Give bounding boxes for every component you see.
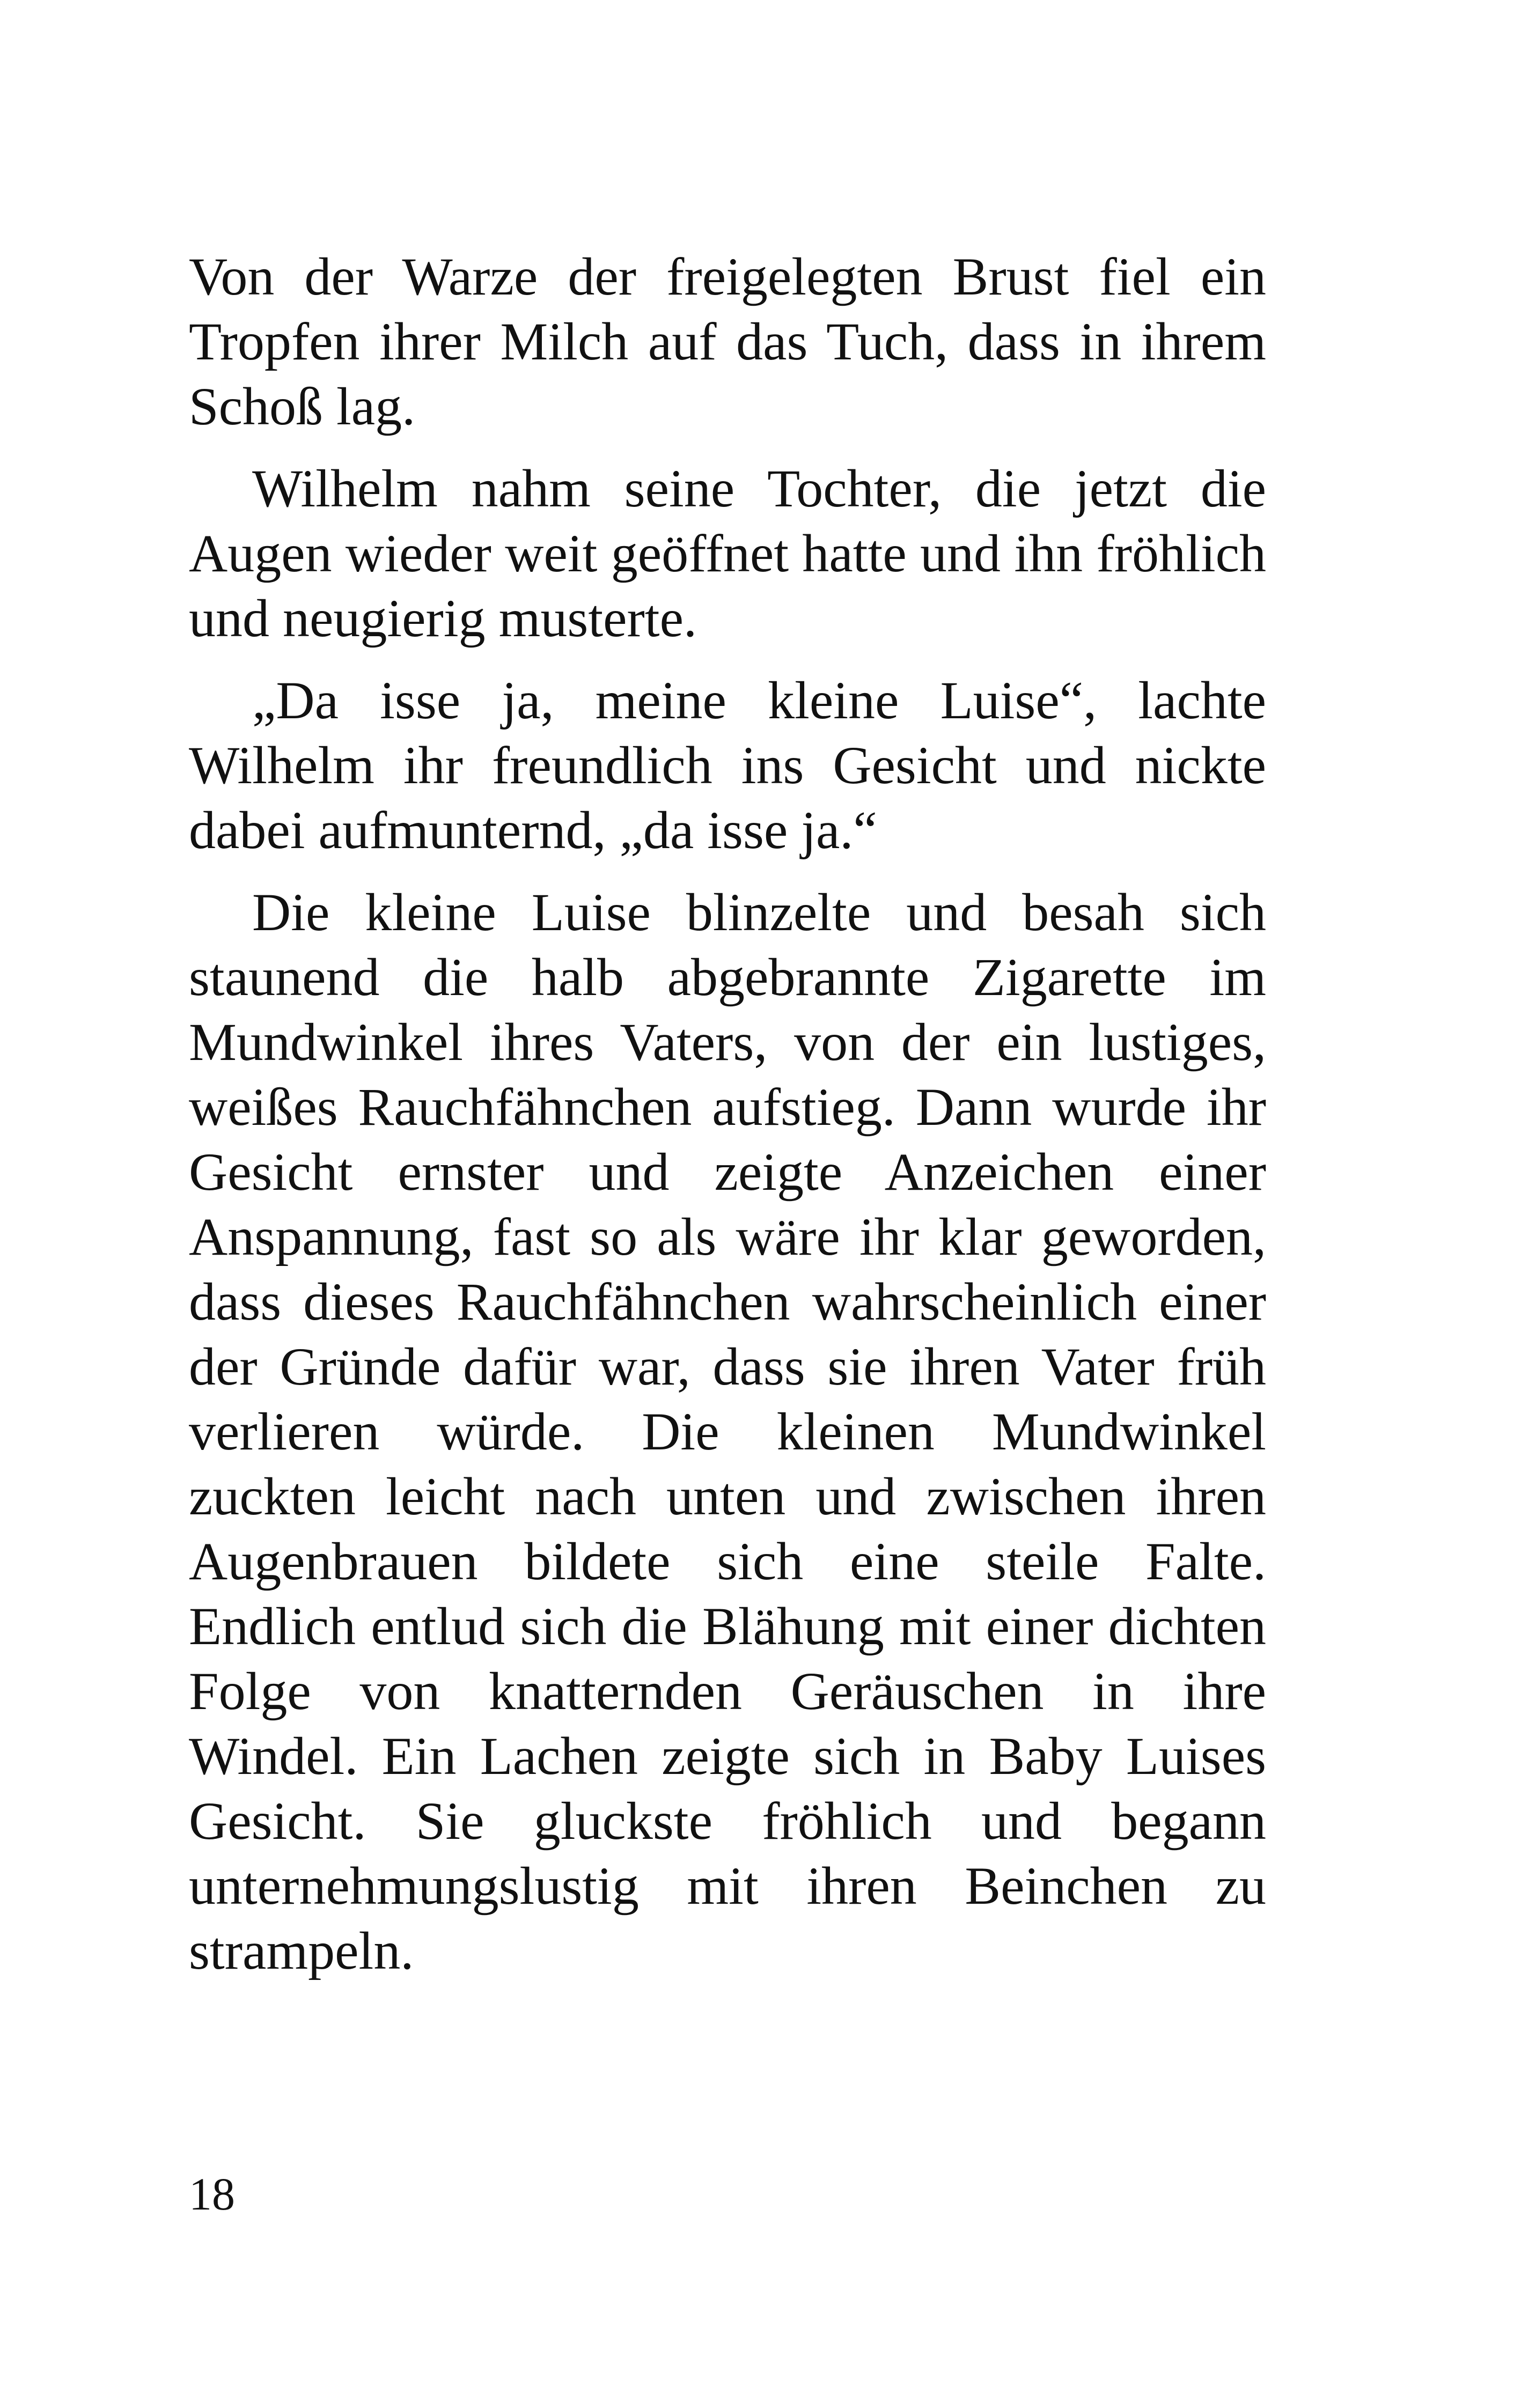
paragraph-3: „Da isse ja, meine kleine Luise“, lachte Wilhelm ihr freundlich ins Gesicht und nickte dabei aufmunternd, „da isse ja.“ [189,671,1266,860]
paragraph-4: Die kleine Luise blinzelte und besah sich staunend die halb abgebrannte Zigarette im Mundwinkel ihres Vaters, von der ein lustiges, weißes Rauchfähnchen aufstieg. Dann wurde ihr Gesicht ernster und zeigte Anzeichen einer Anspannung, fast so als wäre ihr klar geworden, dass dieses Rauchfähnchen wahrscheinlich einer der Gründe dafür war, dass sie ihren Vater früh verlieren würde. Die kleinen Mundwinkel zuckten leicht nach unten und zwischen ihren Augenbrauen bildete sich eine steile Falte. Endlich entlud sich die Blähung mit einer dichten Folge von knatternden Geräuschen in ihre Windel. Ein Lachen zeigte sich in Baby Luises Gesicht. Sie gluckste fröhlich und begann unternehmungslustig mit ihren Beinchen zu strampeln. [189,882,1266,1980]
page-number: 18 [189,2168,235,2220]
paragraph-2: Wilhelm nahm seine Tochter, die jetzt die Augen wieder weit geöffnet hatte und ihn fröhlich und neugierig musterte. [189,459,1266,648]
paragraph-1: Von der Warze der freigelegten Brust fiel ein Tropfen ihrer Milch auf das Tuch, dass in ihrem Schoß lag. [189,247,1266,436]
body-text [189,244,1266,2000]
